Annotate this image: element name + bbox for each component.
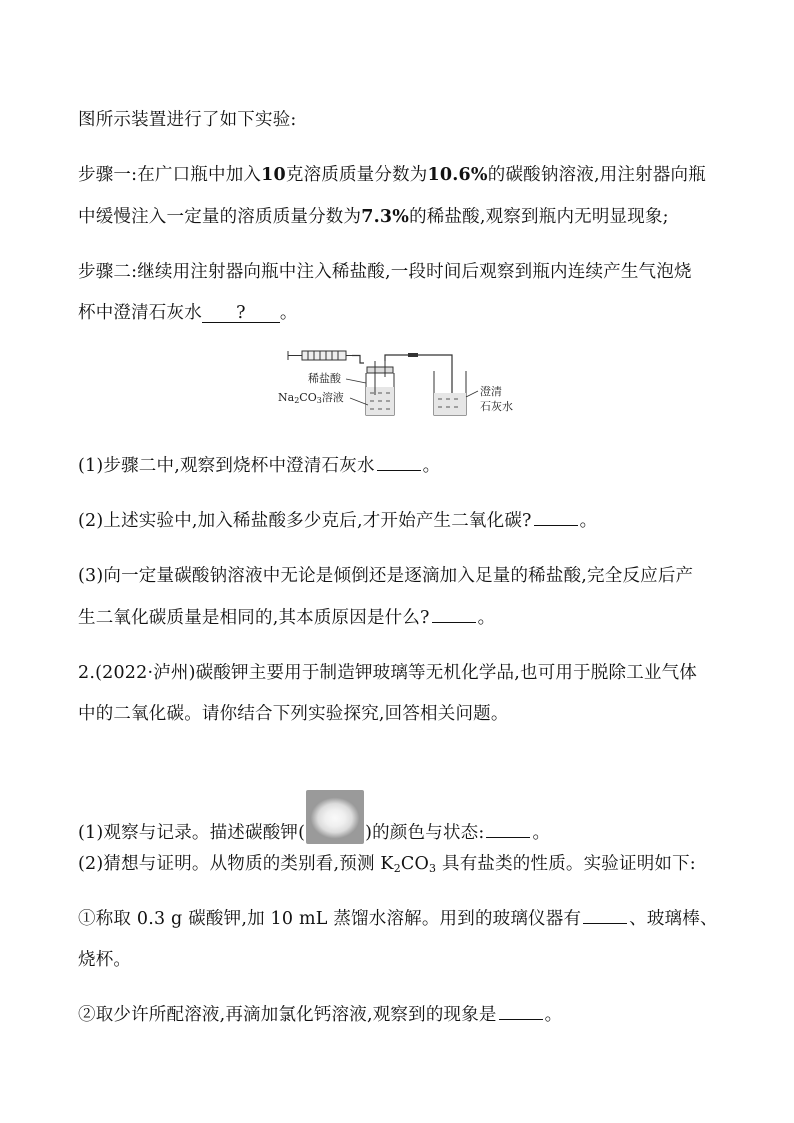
step2-line: 步骤二:继续用注射器向瓶中注入稀盐酸,一段时间后观察到瓶内连续产生气泡烧 xyxy=(78,262,692,282)
step-circle-1-line-2: 烧杯。 xyxy=(78,950,132,970)
answer-blank-5[interactable] xyxy=(583,906,627,925)
apparatus-diagram xyxy=(278,347,518,419)
label-na2co3: Na2CO3溶液 xyxy=(278,391,344,405)
answer-blank-4[interactable] xyxy=(486,820,530,839)
sub-question-2: (2)猜想与证明。从物质的类别看,预测 $K_2CO_3$ 具有盐类的性质。实验证明如下: xyxy=(78,854,696,875)
intro-line: 图所示装置进行了如下实验: xyxy=(78,110,297,130)
step-circle-2: ②取少许所配溶液,再滴加氯化钙溶液,观察到的现象是 。 xyxy=(78,1001,562,1026)
beaker-icon xyxy=(434,371,466,415)
problem-2: 2.(2022·泸州)碳酸钾主要用于制造钾玻璃等无机化学品,也可用于脱除工业气体 xyxy=(78,663,698,683)
answer-blank-2[interactable] xyxy=(534,508,578,527)
label-clear: 澄清 xyxy=(480,385,502,398)
step1-line: 步骤一:在广口瓶中加入10克溶质质量分数为10.6%的碳酸钠溶液,用注射器向瓶 xyxy=(78,165,706,185)
answer-blank-3[interactable] xyxy=(432,605,476,624)
step1-line-2: 中缓慢注入一定量的溶质质量分数为7.3%的稀盐酸,观察到瓶内无明显现象; xyxy=(78,207,669,227)
syringe-icon xyxy=(288,351,352,360)
step-circle-1: ①称取 0.3 g 碳酸钾,加 10 mL 蒸馏水溶解。用到的玻璃仪器有 、玻璃棒、 xyxy=(78,905,718,930)
answer-blank-6[interactable] xyxy=(499,1002,543,1021)
answer-blank[interactable]: ? xyxy=(202,302,280,323)
label-dilute-hcl: 稀盐酸 xyxy=(308,372,341,385)
problem-2-line-2: 中的二氧化碳。请你结合下列实验探究,回答相关问题。 xyxy=(78,704,509,724)
answer-blank-1[interactable] xyxy=(377,453,421,472)
question-1: (1)步骤二中,观察到烧杯中澄清石灰水 。 xyxy=(78,452,440,477)
step2-line-2: 杯中澄清石灰水 ? 。 xyxy=(78,303,298,323)
question-3-line-2: 生二氧化碳质量是相同的,其本质原因是什么? 。 xyxy=(78,604,495,629)
potassium-carbonate-photo xyxy=(306,790,364,844)
question-3: (3)向一定量碳酸钠溶液中无论是倾倒还是逐滴加入足量的稀盐酸,完全反应后产 xyxy=(78,566,694,586)
bottle-icon xyxy=(366,361,394,415)
sub-question-1: (1)观察与记录。描述碳酸钾( )的颜色与状态: 。 xyxy=(78,790,550,844)
label-limewater: 石灰水 xyxy=(480,400,513,413)
question-2: (2)上述实验中,加入稀盐酸多少克后,才开始产生二氧化碳? 。 xyxy=(78,507,597,532)
